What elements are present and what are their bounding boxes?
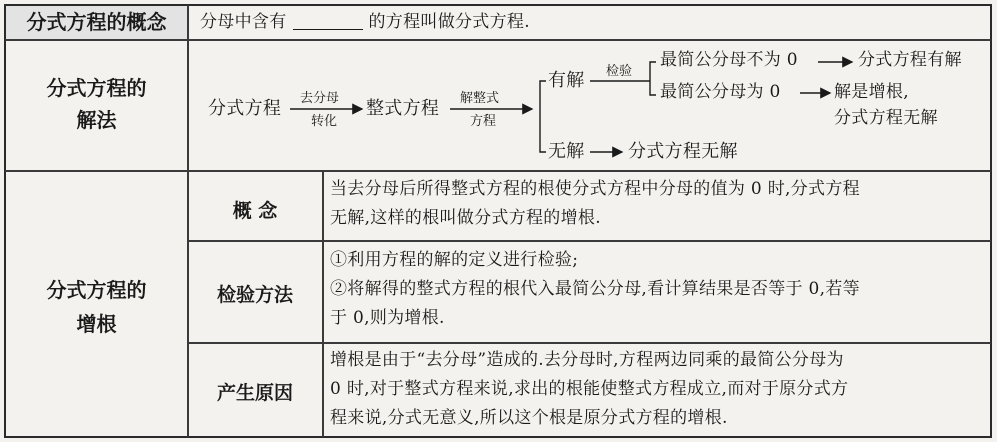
flow-case2-result-line1: 解是增根, bbox=[834, 82, 909, 102]
flow-branch-no-solution: 无解 bbox=[548, 141, 585, 162]
solution-header-line1: 分式方程的 bbox=[46, 76, 147, 100]
flow-mid-integral-equation: 整式方程 bbox=[366, 98, 440, 119]
extraneous-root-header bbox=[6, 273, 187, 341]
flow-no-solution-result: 分式方程无解 bbox=[628, 141, 738, 162]
concept-header: 分式方程的概念 bbox=[6, 6, 187, 39]
cause-text bbox=[330, 346, 985, 433]
method-line2: ②将解得的整式方程的根代入最简公分母,看计算结果是否等于 0,若等 bbox=[330, 279, 860, 299]
extraneous-header-line1: 分式方程的 bbox=[46, 278, 147, 302]
concept-label: 概 念 bbox=[232, 200, 278, 222]
definition-text-before: 分母中含有 bbox=[200, 12, 287, 32]
extraneous-header-line2: 增根 bbox=[76, 312, 117, 336]
method-text bbox=[330, 246, 985, 333]
flow-case2-result-line2: 分式方程无解 bbox=[834, 108, 938, 128]
solution-header-line2: 解法 bbox=[76, 108, 117, 132]
flow-start-fractional-equation: 分式方程 bbox=[208, 98, 282, 119]
cause-label: 产生原因 bbox=[216, 382, 293, 404]
cause-line3: 程来说,分式无意义,所以这个根是原分式方程的增根. bbox=[330, 408, 728, 428]
definition-text-after: 的方程叫做分式方程. bbox=[368, 12, 530, 32]
verify-bracket bbox=[650, 62, 656, 95]
flow-step2-top: 解整式 bbox=[460, 91, 500, 106]
flow-step1-bottom: 转化 bbox=[311, 114, 338, 129]
cause-line2: 0 时,对于整式方程来说,求出的根能使整式方程成立,而对于原分式方 bbox=[330, 379, 849, 399]
method-label: 检验方法 bbox=[216, 284, 293, 306]
method-line1: ①利用方程的解的定义进行检验; bbox=[330, 250, 579, 270]
flow-step2-bottom: 方程 bbox=[470, 114, 497, 129]
concept-text bbox=[330, 175, 985, 233]
flow-case1: 最简公分母不为 0 bbox=[660, 50, 798, 70]
branch-bracket bbox=[540, 81, 546, 152]
flow-step1-top: 去分母 bbox=[300, 91, 340, 106]
flow-branch-has-solution: 有解 bbox=[548, 70, 585, 91]
flow-case1-result: 分式方程有解 bbox=[858, 50, 962, 70]
concept-line2: 无解,这样的根叫做分式方程的增根. bbox=[330, 208, 601, 228]
cause-line1: 增根是由于“去分母”造成的.去分母时,方程两边同乘的最简公分母为 bbox=[330, 350, 844, 370]
method-line3: 于 0,则为增根. bbox=[330, 308, 445, 328]
flow-verify-label: 检验 bbox=[606, 64, 633, 79]
concept-line1: 当去分母后所得整式方程的根使分式方程中分母的值为 0 时,分式方程 bbox=[330, 179, 860, 199]
flow-case2: 最简公分母为 0 bbox=[660, 82, 781, 102]
